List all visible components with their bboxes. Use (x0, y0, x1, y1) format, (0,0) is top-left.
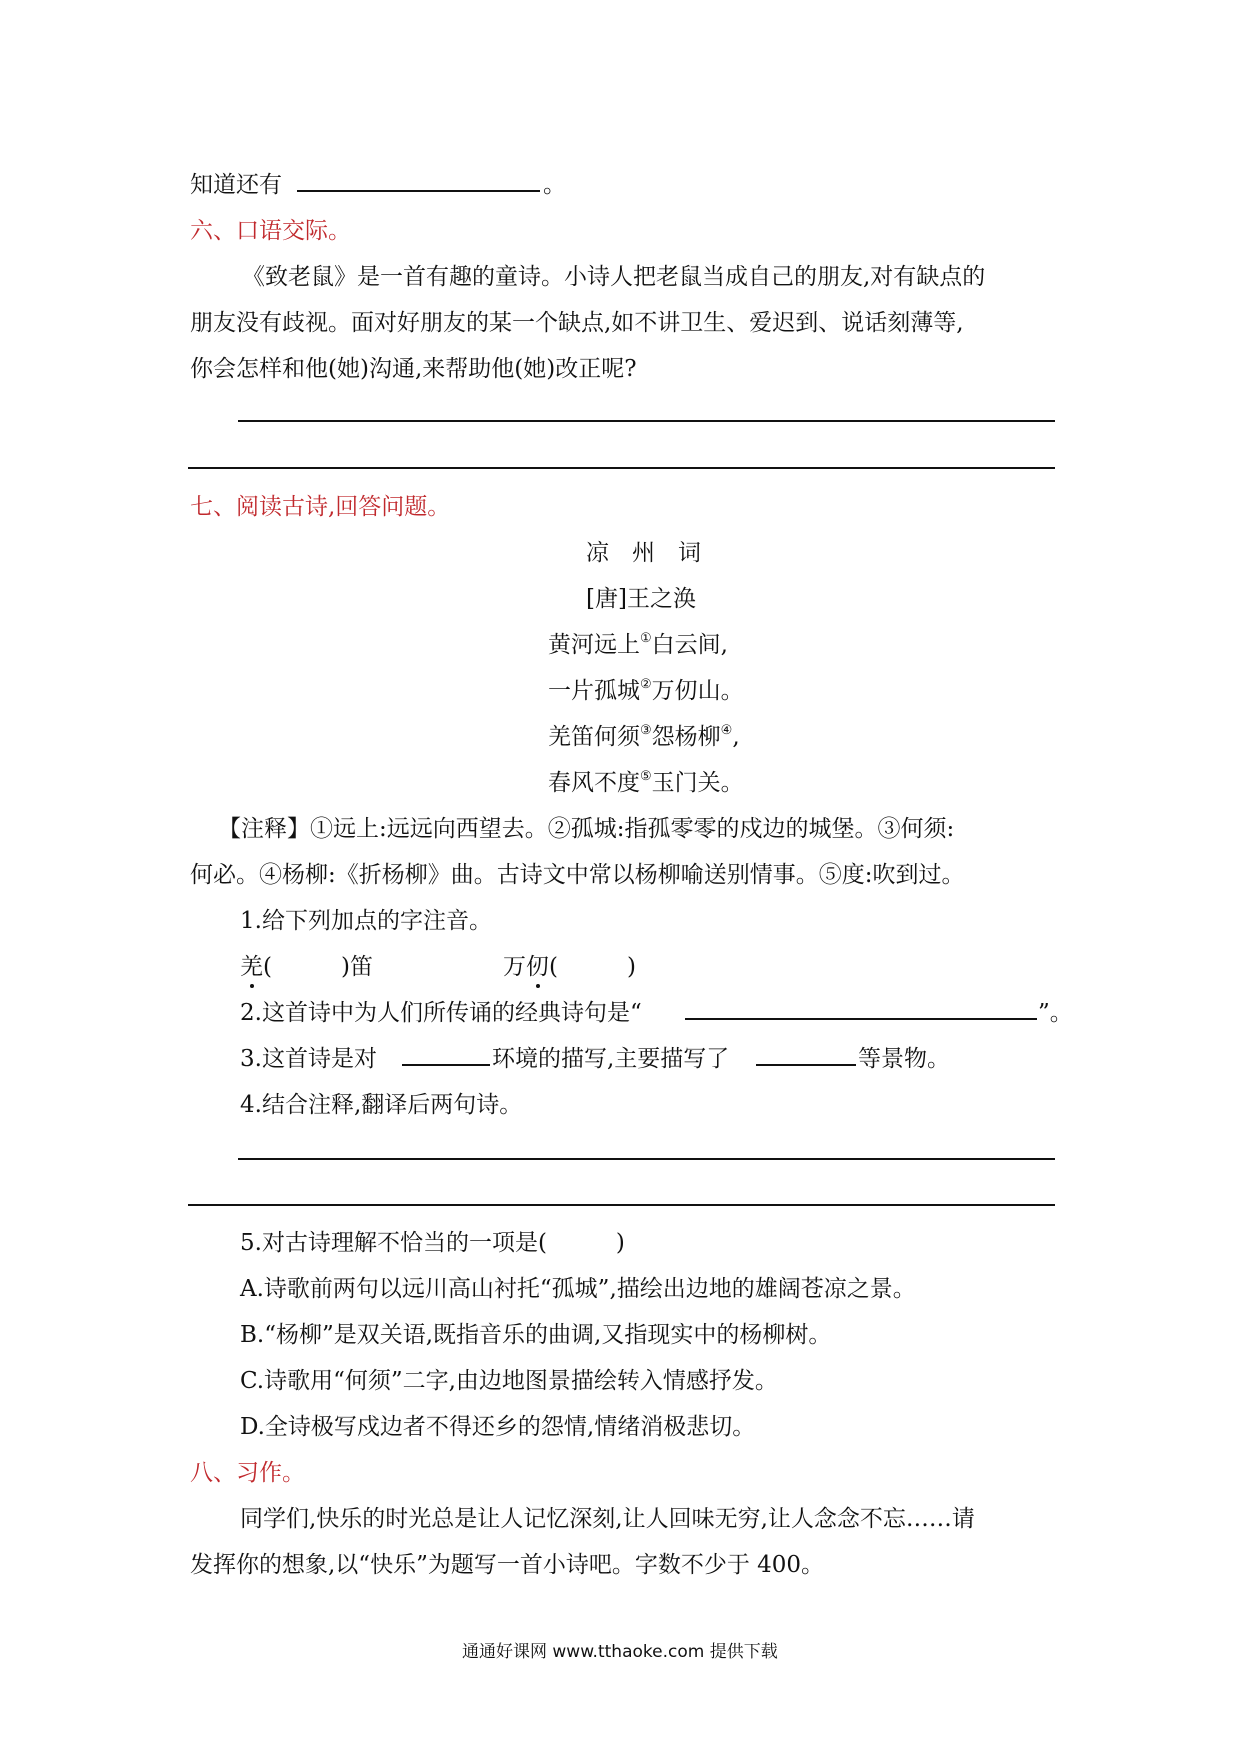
option-d[interactable]: D.全诗极写戍边者不得还乡的怨情,情绪消极悲切。 (240, 1414, 756, 1440)
poem-text: 玉门关。 (651, 770, 744, 796)
note-marker: ⑤ (640, 769, 652, 784)
page-footer: 通通好课网 www.tthaoke.com 提供下载 (462, 1642, 778, 1662)
answer-line-prompt (190, 166, 282, 199)
note-marker: ③ (640, 723, 652, 738)
section6-para-line3: 你会怎样和他(她)沟通,来帮助他(她)改正呢? (190, 356, 637, 382)
section6-para-line2: 朋友没有歧视。面对好朋友的某一个缺点,如不讲卫生、爱迟到、说话刻薄等, (190, 310, 964, 336)
pinyin-blank-1[interactable]: ( ) (263, 954, 350, 980)
note-marker: ② (640, 677, 652, 692)
answer-line-4b[interactable] (188, 1204, 1055, 1206)
question-1-items (240, 948, 373, 981)
section8-heading: 八、习作。 (190, 1460, 305, 1486)
note-marker: ④ (720, 723, 733, 738)
notes-line2: 何必。④杨柳:《折杨柳》曲。古诗文中常以杨柳喻送别情事。⑤度:吹到过。 (190, 862, 965, 888)
question-3-part2: 环境的描写,主要描写了 (492, 1046, 730, 1072)
poem-text: 一片孤城 (548, 678, 640, 704)
section7-heading: 七、阅读古诗,回答问题。 (190, 494, 451, 520)
answer-line-4a[interactable] (238, 1158, 1055, 1160)
question-3-blank-2[interactable] (756, 1064, 856, 1066)
answer-blank[interactable] (297, 190, 540, 192)
question-3-blank-1[interactable] (402, 1064, 490, 1066)
option-a[interactable]: A.诗歌前两句以远川高山衬托“孤城”,描绘出边地的雄阔苍凉之景。 (240, 1276, 916, 1302)
section8-para-line1: 同学们,快乐的时光总是让人记忆深刻,让人回味无穷,让人念念不忘……请 (240, 1506, 975, 1532)
word-head: 万 (503, 954, 526, 980)
poem-line-2 (548, 672, 744, 705)
poem-text: 春风不度 (548, 770, 640, 796)
poem-line-1 (548, 626, 728, 659)
poem-author: [唐]王之涣 (586, 586, 696, 612)
question-2: 2.这首诗中为人们所传诵的经典诗句是“ (240, 1000, 642, 1026)
question-1: 1.给下列加点的字注音。 (240, 908, 492, 934)
dotted-char: 仞 (526, 948, 549, 981)
poem-text: 怨杨柳 (651, 724, 721, 750)
poem-line-3 (548, 718, 740, 751)
poem-line-4 (548, 764, 744, 797)
question-2-blank[interactable] (685, 1018, 1037, 1020)
question-5: 5.对古诗理解不恰当的一项是( ) (240, 1230, 625, 1256)
section6-heading: 六、口语交际。 (190, 218, 351, 244)
prompt-text: 知道还有 (190, 172, 282, 198)
prompt-end: 。 (543, 172, 566, 198)
answer-line-6b[interactable] (188, 467, 1055, 469)
question-1-item-2 (503, 948, 636, 981)
section6-para-line1: 《致老鼠》是一首有趣的童诗。小诗人把老鼠当成自己的朋友,对有缺点的 (242, 264, 986, 290)
option-c[interactable]: C.诗歌用“何须”二字,由边地图景描绘转入情感抒发。 (240, 1368, 778, 1394)
section8-para-line2: 发挥你的想象,以“快乐”为题写一首小诗吧。字数不少于 400。 (190, 1552, 825, 1578)
poem-text: , (732, 724, 740, 750)
pinyin-blank-2[interactable]: ( ) (549, 954, 636, 980)
poem-title: 凉 州 词 (586, 540, 701, 566)
option-b[interactable]: B.“杨柳”是双关语,既指音乐的曲调,又指现实中的杨柳树。 (240, 1322, 832, 1348)
note-marker: ① (640, 631, 652, 646)
poem-text: 羌笛何须 (548, 724, 640, 750)
question-4: 4.结合注释,翻译后两句诗。 (240, 1092, 523, 1118)
notes-line1: 【注释】①远上:远远向西望去。②孤城:指孤零零的戍边的城堡。③何须: (218, 816, 955, 842)
answer-line-6a[interactable] (238, 420, 1055, 422)
dotted-char: 羌 (240, 948, 263, 981)
poem-text: 黄河远上 (548, 632, 640, 658)
question-3-part1: 3.这首诗是对 (240, 1046, 377, 1072)
question-2-end: ”。 (1038, 1000, 1073, 1026)
poem-text: 白云间, (651, 632, 728, 658)
poem-text: 万仞山。 (651, 678, 744, 704)
word-tail: 笛 (349, 954, 373, 980)
question-3-part3: 等景物。 (858, 1046, 950, 1072)
